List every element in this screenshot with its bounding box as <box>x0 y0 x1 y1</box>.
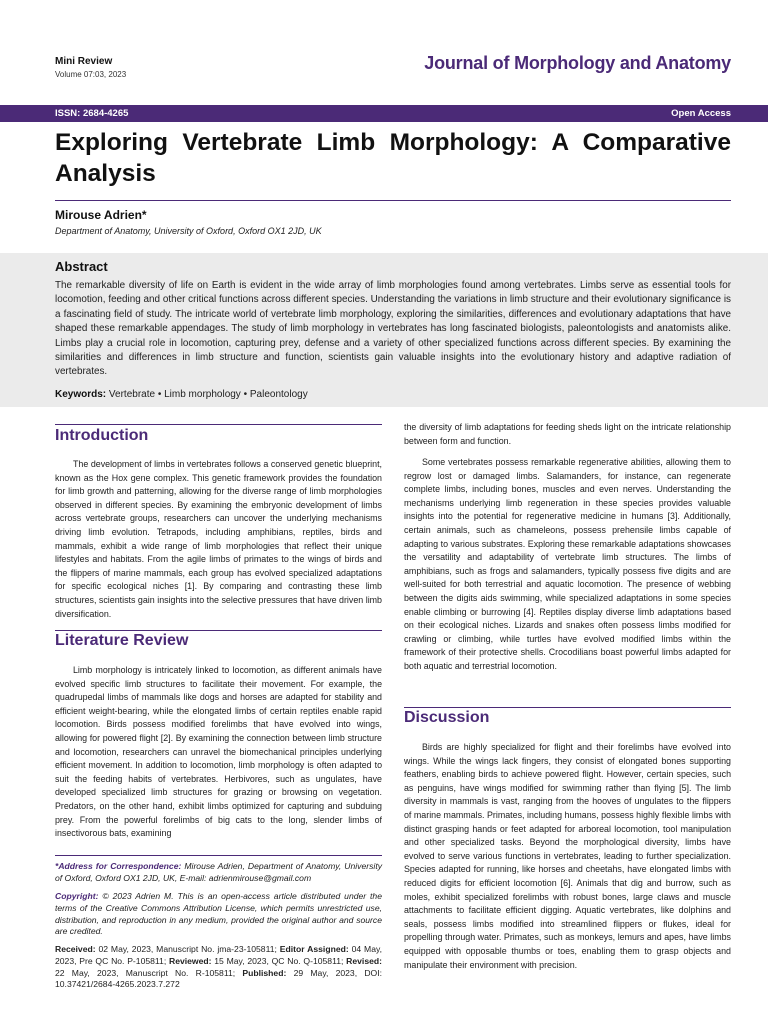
discussion-rule <box>404 707 731 708</box>
literature-review-heading: Literature Review <box>55 632 189 649</box>
keywords-label: Keywords: <box>55 389 107 400</box>
article-dates <box>55 944 382 991</box>
correspondence-text: Mirouse Adrien, Department of Anatomy, University of Oxford, Oxford OX1 2JD, UK, E-mail: adrienmirouse@gmail.com <box>55 861 383 883</box>
author-affiliation: Department of Anatomy, University of Oxford, Oxford OX1 2JD, UK <box>55 226 322 236</box>
introduction-heading: Introduction <box>55 427 149 444</box>
right-continued-text: the diversity of limb adaptations for feeding sheds light on the intricate relationship between form and function. <box>404 422 731 446</box>
copyright-label: Copyright: <box>55 891 99 901</box>
issn-bar <box>0 105 768 122</box>
issn: ISSN: 2684-4265 <box>55 108 129 119</box>
abstract-text: The remarkable diversity of life on Earth is evident in the wide array of limb morphologies found among vertebrates. Limbs serve as essential tools for locomotion, feeding and other critical functions across different species. Understanding the variations in limb structure and their evolutionary significance is a fascinating field of study. The intricate world of vertebrate limb morphology, exploring the similarities, differences and evolutionary adaptations that have shaped these remarkable appendages. The study of limb morphology in vertebrates has long fascinated biologists, paleontologists and anatomists alike. Limbs play a crucial role in locomotion, capturing prey, defense and a variety of other specialized functions across different species. By examining the similarities and differences in limb structure and function, scientists gain valuable insights into the evolutionary history and adaptive radiation of vertebrates. <box>55 280 731 378</box>
editor-text: 04 May, 2023, Pre QC No. P-105811; <box>55 944 383 966</box>
literature-review-text: Limb morphology is intricately linked to locomotion, as different animals have evolved specific limb structures to facilitate their movement. For example, the quadrupedal limbs of mammals like dogs and horses are adapted for stability and efficient weight-bearing, while the elongated limbs of certain reptiles enable rapid locomotion. Birds possess modified forelimbs that have evolved into wings, allowing for powered flight [2]. By examining the connection between limb structure and locomotion, researchers can unravel the biomechanical principles underlying efficient movement. In addition to locomotion, limb morphology is often adapted to suit the feeding habits of vertebrates. Herbivores, such as ungulates, have developed specialized limb structures for grazing or browsing on vegetation. Predators, on the other hand, exhibit limbs optimized for capturing and subduing prey. From the powerful forelimbs of big cats to the long, slender limbs of insectivorous bats, examining <box>55 665 382 839</box>
received-label: Received: <box>55 944 96 954</box>
keywords-list: Vertebrate • Limb morphology • Paleontology <box>108 389 308 400</box>
published-label: Published: <box>242 967 287 978</box>
revised-label: Revised: <box>346 955 382 966</box>
article-type: Mini Review <box>55 56 113 67</box>
volume-info: Volume 07:03, 2023 <box>55 70 127 79</box>
copyright <box>55 891 382 938</box>
discussion-heading: Discussion <box>404 709 490 726</box>
received-text: 02 May, 2023, Manuscript No. jma-23-105811; <box>98 944 277 954</box>
reviewed-label: Reviewed: <box>169 955 212 966</box>
revised-text: 22 May, 2023, Manuscript No. R-105811; <box>55 967 236 978</box>
abstract-heading: Abstract <box>55 259 108 274</box>
correspondence <box>55 860 382 884</box>
reviewed-text: 15 May, 2023, QC No. Q-105811; <box>214 955 344 966</box>
correspondence-label: *Address for Correspondence: <box>55 861 182 871</box>
journal-title: Journal of Morphology and Anatomy <box>424 53 731 73</box>
discussion-text: Birds are highly specialized for flight and their forelimbs have evolved into wings. While the wings lack fingers, they consist of elongated bones supporting feathers, enabling birds to achieve powered flight. However, certain species, such as penguins, have wings modified for swimming rather than flying [5]. The limb diversity in mammals is vast, ranging from the hooves of ungulates to the flippers of marine mammals. Primates, including humans, possess highly flexible limbs with distinct grasping hands or feet adapted for arboreal locomotion, tool manipulation and other specialized tasks. Beyond the morphological diversity, limbs have evolved to serve various functions in vertebrates, leading to further specialization. Species adapted for running, like horses and cheetahs, have elongated limbs with reduced digits for efficient locomotion [6]. Animals that dig and burrow, such as moles, exhibit specialized forelimbs with robust bones, large claws and muscle attachments to facilitate efficient digging. Aquatic vertebrates, like dolphins and seals, possess limbs modified into streamlined flippers or flukes, ideal for propelling through water. Primates, such as monkeys, lemurs and apes, have limbs equipped with opposable thumbs or toes, enabling them to grasp objects and manipulate their environment with precision. <box>404 742 731 970</box>
footer-rule <box>55 855 382 856</box>
keywords <box>55 389 308 400</box>
right-paragraph: Some vertebrates possess remarkable regenerative abilities, allowing them to regrow lost or damaged limbs. Salamanders, for instance, can regenerate complete limbs, including bones, muscles and even nerves. Understanding the mechanisms underlying limb regeneration in these species provides valuable insights into the potential for regenerative medicine in humans [3]. Additionally, certain animals, such as chameleons, possess prehensile limbs capable of adapting to various substrates. Exploring these remarkable adaptations showcases the versatility and adaptability of vertebrate limb structures. The limbs of amphibians, such as frogs and salamanders, typically possess five digits and are well-suited for both terrestrial and aquatic locomotion. The presence of webbing between the digits aids swimming, while specialized adaptations in some species enable climbing or burrowing [4]. Reptiles display diverse limb adaptations based on their ecological niches. Lizards and snakes often possess limbs modified for crawling or climbing, while turtles have evolved modified limbs within the framework of their protective shells. Crocodilians boast powerful limbs adapted for both aquatic and terrestrial locomotion. <box>404 457 731 671</box>
published-text: 29 May, 2023, DOI: 10.37421/2684-4265.2023.7.272 <box>55 967 383 990</box>
intro-rule <box>55 424 382 425</box>
editor-label: Editor Assigned: <box>279 944 349 954</box>
author-name: Mirouse Adrien* <box>55 208 147 222</box>
copyright-text: © 2023 Adrien M. This is an open-access article distributed under the terms of the Creative Commons Attribution License, which permits unrestricted use, distribution, and reproduction in any medium, provided the original author and source are credited. <box>55 891 382 937</box>
introduction-text: The development of limbs in vertebrates follows a conserved genetic blueprint, known as the Hox gene complex. This genetic framework provides the foundation for limb growth and patterning, allowing for the diverse range of limb morphologies observed in different species. By examining the embryonic development of limbs across vertebrate groups, researchers can uncover the underlying mechanisms driving limb evolution. Tetrapods, including amphibians, reptiles, birds and mammals, exhibit a wide range of limb morphologies that reflect their unique lifestyles and habitats. From the agile limbs of primates to the wings of birds and the flippers of marine mammals, each group has evolved specialized adaptations for specific ecological niches [1]. By comparing and contrasting these limb structures, scientists gain insights into the selective pressures that have driven limb diversification. <box>55 459 382 619</box>
lit-review-rule <box>55 630 382 631</box>
article-title: Exploring Vertebrate Limb Morphology: A Comparative Analysis <box>55 129 731 187</box>
open-access-label: Open Access <box>671 108 731 119</box>
title-divider <box>55 200 731 201</box>
